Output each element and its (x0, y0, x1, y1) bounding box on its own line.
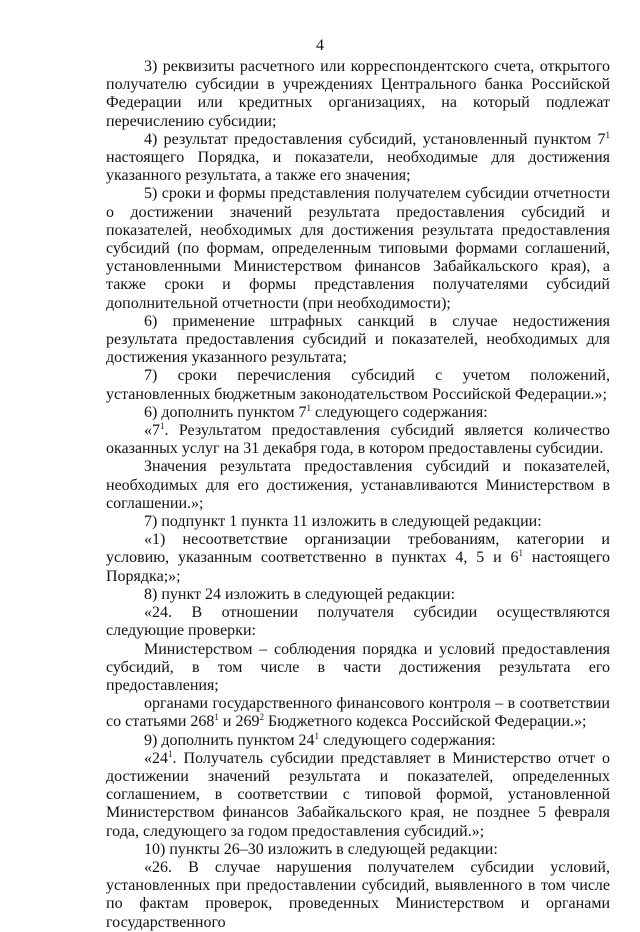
document-body (106, 58, 610, 932)
text-run: 10) пункты 26–30 изложить в следующей редакции: (144, 840, 498, 858)
paragraph (106, 185, 610, 312)
paragraph (106, 458, 610, 513)
text-run: 7) сроки перечисления субсидий с учетом положений, установленных бюджетным законодательством Российской Федерации.»; (106, 367, 610, 403)
paragraph (106, 859, 610, 932)
paragraph (106, 58, 610, 131)
text-run: 7) подпункт 1 пункта 11 изложить в следующей редакции: (144, 513, 542, 531)
superscript: 1 (605, 129, 610, 140)
superscript: 1 (168, 748, 173, 759)
text-run: 6) дополнить пунктом 7 (144, 403, 307, 421)
page-number: 4 (316, 37, 324, 54)
text-run: настоящего Порядка;»; (106, 549, 610, 585)
paragraph (106, 604, 610, 640)
text-run: «7 (144, 422, 160, 440)
text-run: и 269 (218, 713, 260, 731)
text-run: 8) пункт 24 изложить в следующей редакции: (144, 585, 456, 603)
text-run: «24. В отношении получателя субсидии осуществляются следующие проверки: (106, 604, 610, 640)
text-run: 3) реквизиты расчетного или корреспондентского счета, открытого получателю субсидии в учреждениях Центрального банка Российской Федерации или кредитных организациях, на который подлежат перечислению субсидии; (106, 58, 610, 130)
paragraph (106, 131, 610, 186)
text-run: . Результатом предоставления субсидий является количество оказанных услуг на 31 декабря года, в котором предоставлены субсидии. (106, 422, 610, 458)
paragraph (106, 732, 610, 750)
paragraph (106, 641, 610, 696)
text-run: «26. В случае нарушения получателем субсидии условий, установленных при предоставлении субсидий, выявленного в том числе по фактам проверок, проведенных Министерством и органами государственного (106, 858, 610, 931)
text-run: следующего содержания: (311, 403, 488, 421)
text-run: Бюджетного кодекса Российской Федерации.»; (263, 713, 587, 731)
paragraph (106, 695, 610, 731)
paragraph (106, 404, 610, 422)
paragraph (106, 531, 610, 586)
paragraph (106, 586, 610, 604)
text-run: настоящего Порядка, и показатели, необходимые для достижения указанного результата, а также его значения; (106, 149, 610, 185)
paragraph (106, 422, 610, 458)
text-run: 4) результат предоставления субсидий, установленный пунктом 7 (144, 130, 606, 148)
text-run: следующего содержания: (319, 731, 496, 749)
superscript: 1 (160, 421, 165, 432)
text-run: Значения результата предоставления субсидий и показателей, необходимых для его достижения, устанавливаются Министерством в соглашении.»; (106, 458, 610, 512)
text-run: органами государственного финансового контроля – в соответствии со статьями 268 (106, 695, 610, 731)
text-run: 9) дополнить пунктом 24 (144, 731, 315, 749)
paragraph (106, 513, 610, 531)
superscript: 1 (306, 402, 312, 413)
text-run: 6) применение штрафных санкций в случае недостижения результата предоставления субсидий и показателей, необходимых для достижения указанного результата; (106, 312, 610, 367)
text-run: Министерством – соблюдения порядка и условий предоставления субсидий, в том числе в части достижения результата его предоставления; (106, 640, 610, 694)
paragraph (106, 313, 610, 368)
superscript: 1 (518, 548, 523, 559)
superscript: 1 (214, 712, 219, 723)
text-run: «24 (144, 749, 168, 767)
text-run: «1) несоответствие организации требованиям, категории и условию, указанным соответственно в пунктах 4, 5 и 6 (106, 531, 610, 567)
paragraph (106, 841, 610, 859)
superscript: 1 (314, 730, 320, 741)
text-run: 5) сроки и формы представления получателем субсидии отчетности о достижении значений результата предоставления субсидий и показателей, необходимых для достижения результата предоставления субсидий (по формам, определенным типовыми формами соглашений, установленными Министерством финансов Забайкальского края), а также сроки и формы представления получателями субсидий дополнительной отчетности (при необходимости); (106, 185, 610, 312)
text-run: . Получатель субсидии представляет в Министерство отчет о достижении значений результата и показателей, определенных соглашением, в соответствии с типовой формой, установленной Министерством финансов Забайкальского края, не позднее 5 февраля года, следующего за годом предоставления субсидий.»; (106, 749, 610, 840)
paragraph (106, 750, 610, 841)
paragraph (106, 367, 610, 403)
superscript: 2 (259, 712, 264, 723)
